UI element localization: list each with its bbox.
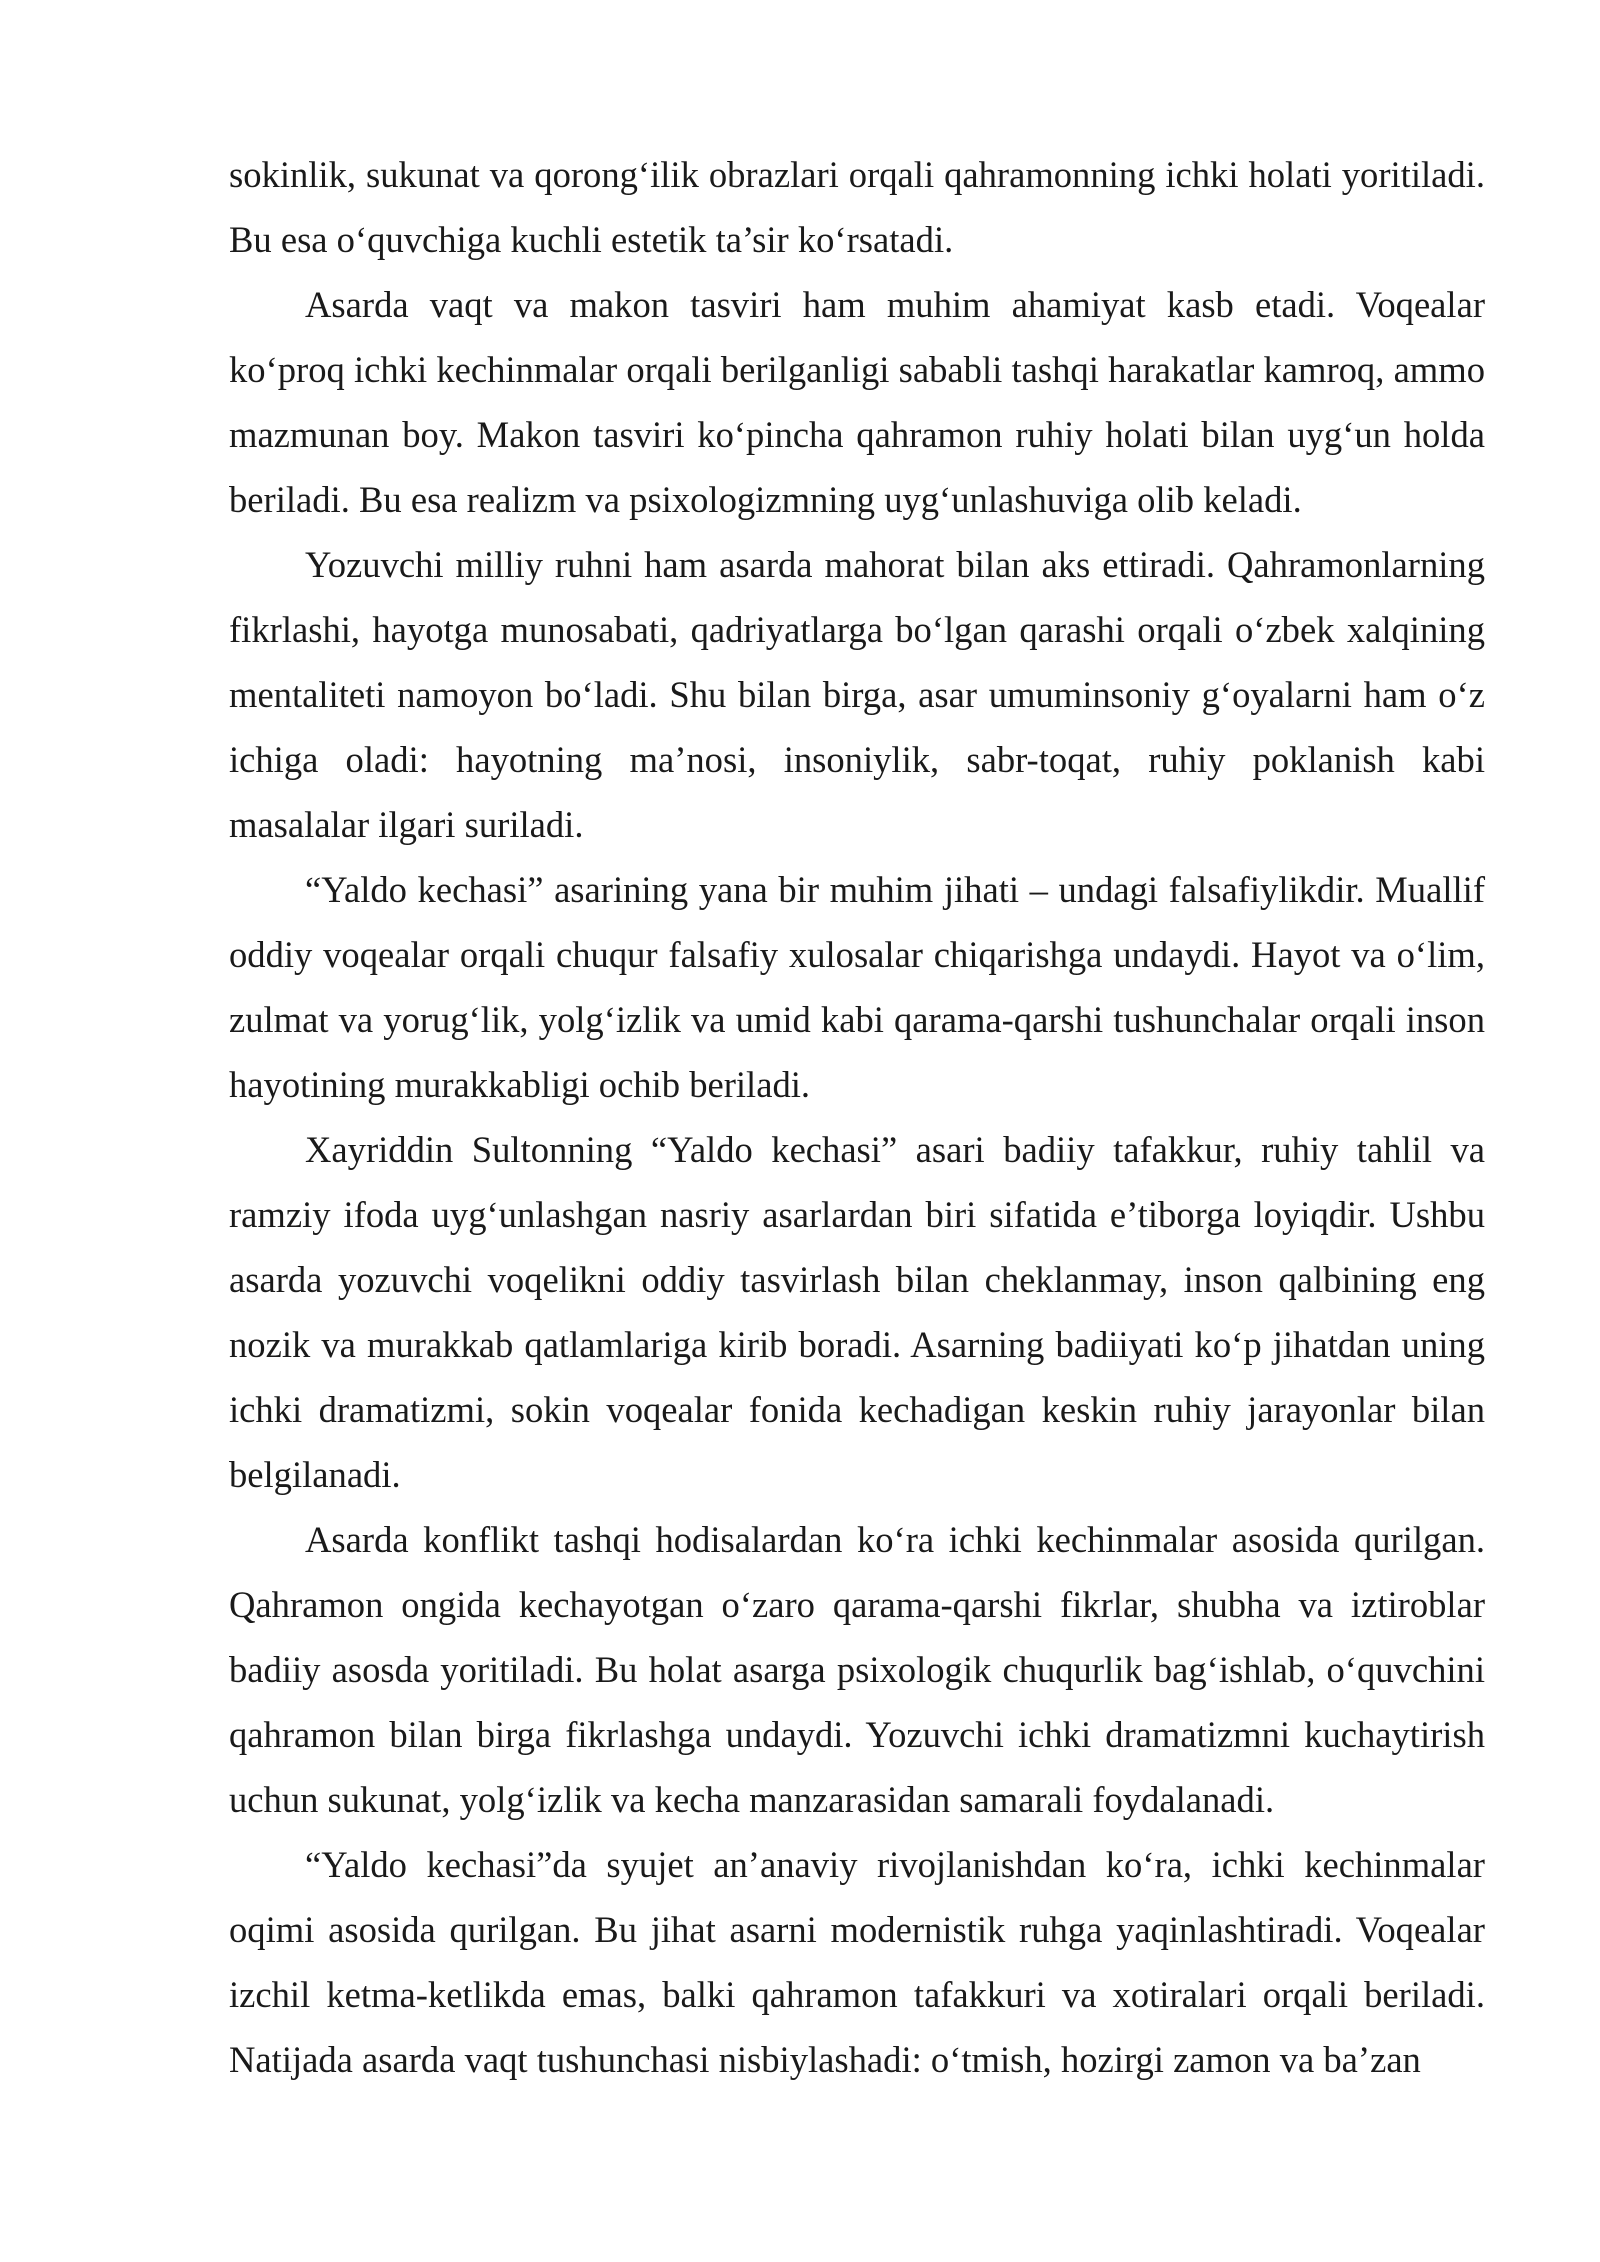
- document-body: [229, 142, 1485, 2092]
- paragraph-artistic-thinking: Xayriddin Sultonning “Yaldo kechasi” asari badiiy tafakkur, ruhiy tahlil va ramziy ifoda uyg‘unlashgan nasriy asarlardan biri sifatida e’tiborga loyiqdir. Ushbu asarda yozuvchi voqelikni oddiy tasvirlash bilan cheklanmay, inson qalbining eng nozik va murakkab qatlamlariga kirib boradi. Asarning badiiyati ko‘p jihatdan uning ichki dramatizmi, sokin voqealar fonida kechadigan keskin ruhiy jarayonlar bilan belgilanadi.: [229, 1129, 1485, 1495]
- paragraph-continuation: sokinlik, sukunat va qorong‘ilik obrazlari orqali qahramonning ichki holati yoritiladi. Bu esa o‘quvchiga kuchli estetik ta’sir ko‘rsatadi.: [229, 154, 1485, 260]
- paragraph-national-spirit: Yozuvchi milliy ruhni ham asarda mahorat bilan aks ettiradi. Qahramonlarning fikrlashi, hayotga munosabati, qadriyatlarga bo‘lgan qarashi orqali o‘zbek xalqining mentaliteti namoyon bo‘ladi. Shu bilan birga, asar umuminsoniy g‘oyalarni ham o‘z ichiga oladi: hayotning ma’nosi, insoniylik, sabr-toqat, ruhiy poklanish kabi masalalar ilgari suriladi.: [229, 544, 1485, 845]
- paragraph-plot: “Yaldo kechasi”da syujet an’anaviy rivojlanishdan ko‘ra, ichki kechinmalar oqimi asosida qurilgan. Bu jihat asarni modernistik ruhga yaqinlashtiradi. Voqealar izchil ketma-ketlikda emas, balki qahramon tafakkuri va xotiralari orqali beriladi. Natijada asarda vaqt tushunchasi nisbiylashadi: o‘tmish, hozirgi zamon va ba’zan: [229, 1844, 1485, 2080]
- paragraph-philosophy: “Yaldo kechasi” asarining yana bir muhim jihati – undagi falsafiylikdir. Muallif oddiy voqealar orqali chuqur falsafiy xulosalar chiqarishga undaydi. Hayot va o‘lim, zulmat va yorug‘lik, yolg‘izlik va umid kabi qarama-qarshi tushunchalar orqali inson hayotining murakkabligi ochib beriladi.: [229, 869, 1485, 1105]
- paragraph-conflict: Asarda konflikt tashqi hodisalardan ko‘ra ichki kechinmalar asosida qurilgan. Qahramon ongida kechayotgan o‘zaro qarama-qarshi fikrlar, shubha va iztiroblar badiiy asosda yoritiladi. Bu holat asarga psixologik chuqurlik bag‘ishlab, o‘quvchini qahramon bilan birga fikrlashga undaydi. Yozuvchi ichki dramatizmni kuchaytirish uchun sukunat, yolg‘izlik va kecha manzarasidan samarali foydalanadi.: [229, 1519, 1485, 1820]
- paragraph-time-and-space: Asarda vaqt va makon tasviri ham muhim ahamiyat kasb etadi. Voqealar ko‘proq ichki kechinmalar orqali berilganligi sababli tashqi harakatlar kamroq, ammo mazmunan boy. Makon tasviri ko‘pincha qahramon ruhiy holati bilan uyg‘un holda beriladi. Bu esa realizm va psixologizmning uyg‘unlashuviga olib keladi.: [229, 284, 1485, 520]
